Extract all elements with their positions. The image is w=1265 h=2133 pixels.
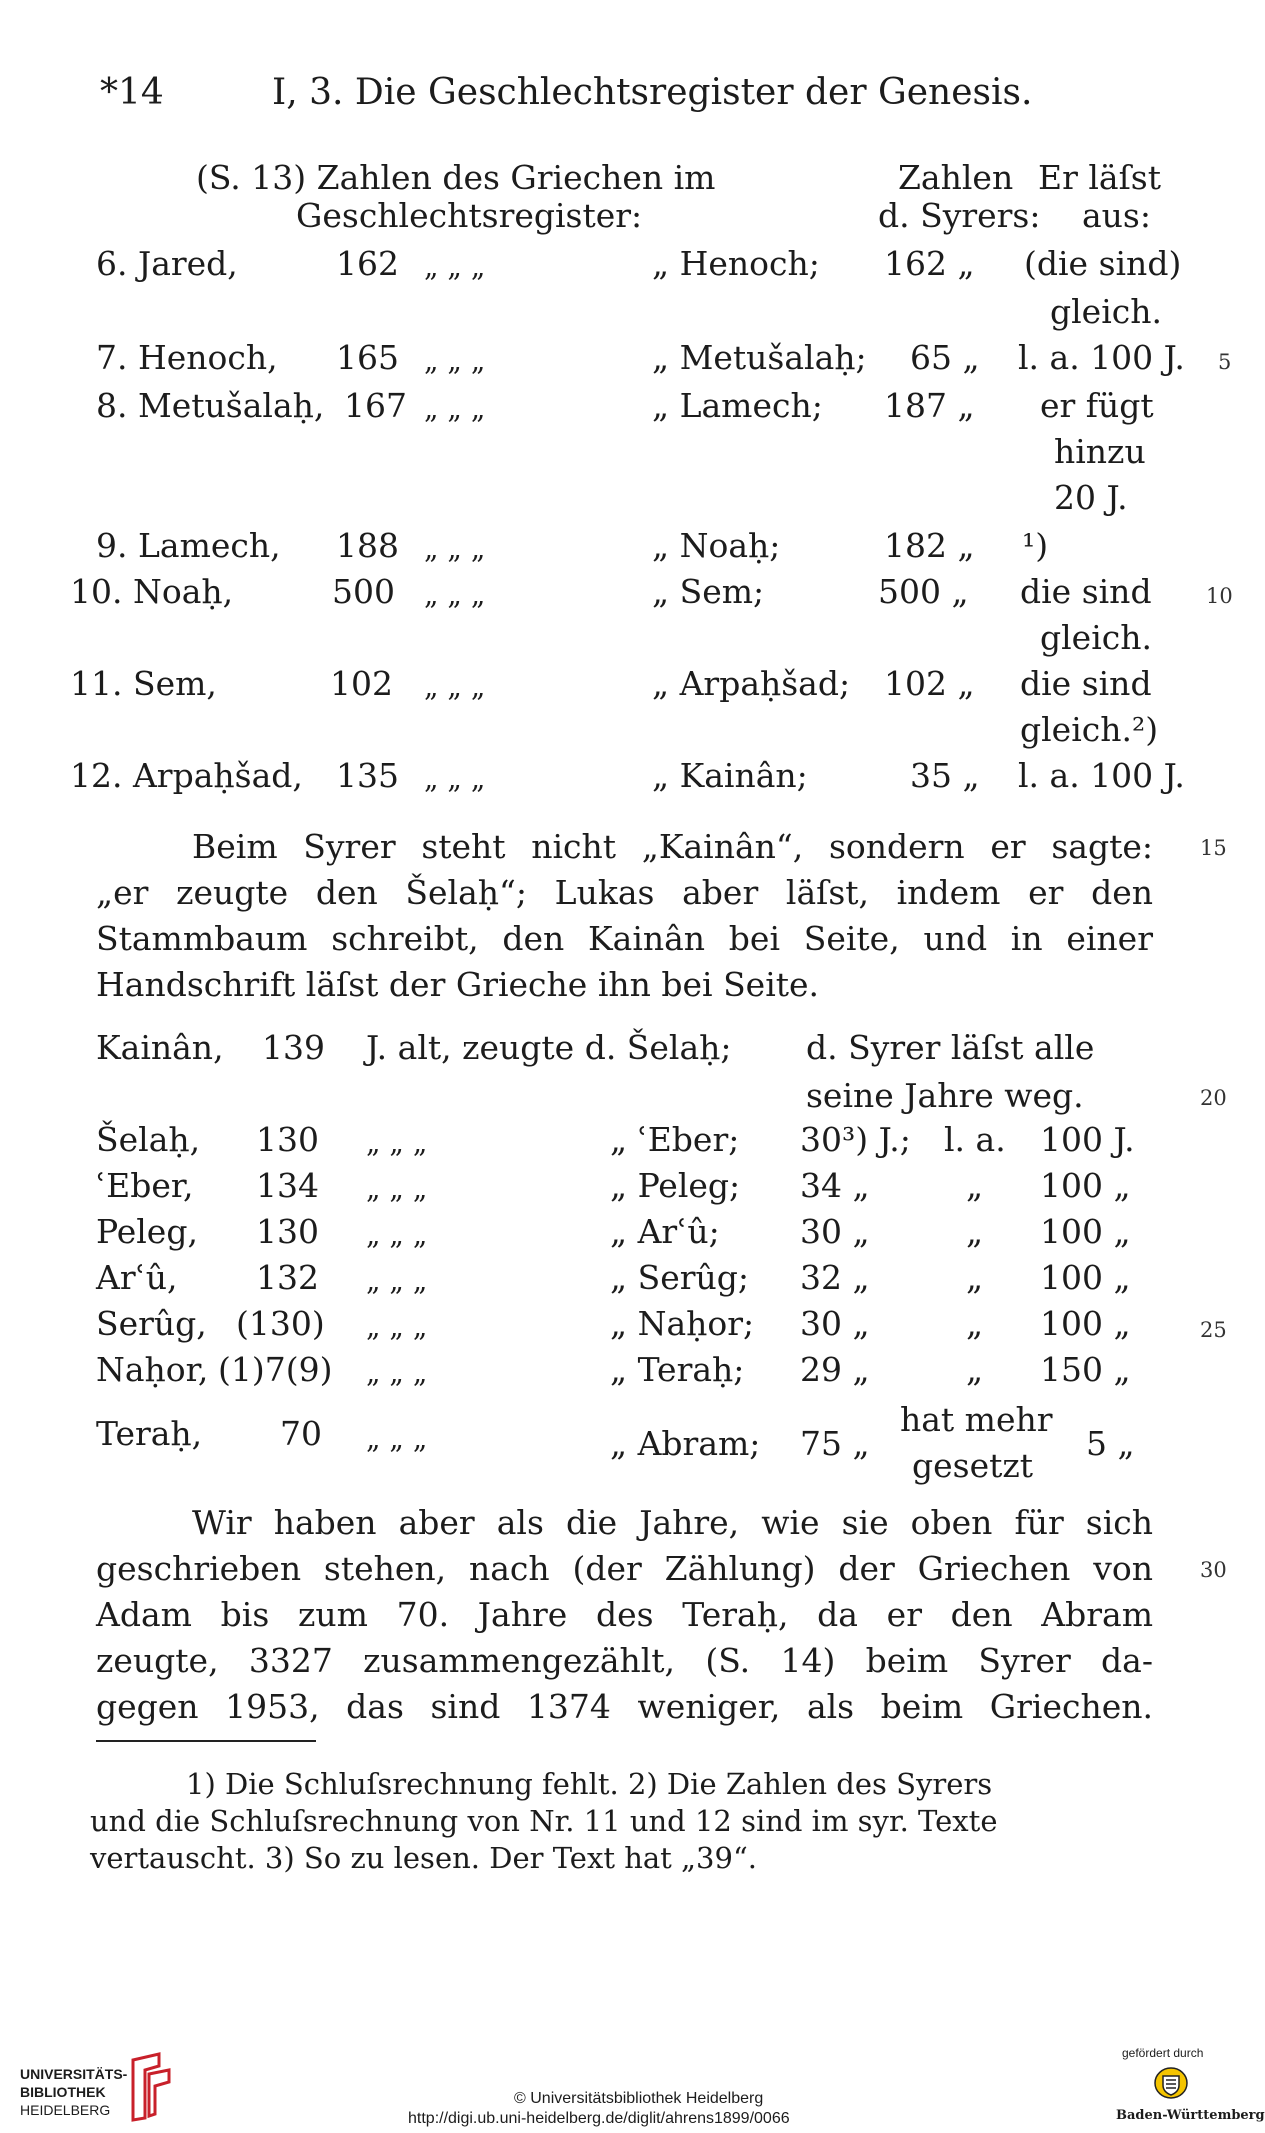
table1-head-mid2: d. Syrers: xyxy=(878,196,1041,235)
table1-head-mid: Zahlen xyxy=(898,158,1014,197)
t2-first-mid: J. alt, zeugte d. Šelaḥ; xyxy=(366,1028,732,1067)
t1-row11-ditto: „ „ „ xyxy=(424,670,486,703)
t2-row-son: „ ʿEber; xyxy=(610,1120,740,1159)
t2-first-right: d. Syrer läſst alle xyxy=(806,1028,1095,1067)
t1-row9-note: ¹) xyxy=(1022,526,1049,565)
t2-row-ditto: „ „ „ xyxy=(366,1356,428,1389)
t2-row-la: „ xyxy=(966,1350,984,1389)
paragraph-1 xyxy=(96,824,1153,1008)
t2-row-la: „ xyxy=(966,1304,984,1343)
t2-row-son: „ Teraḥ; xyxy=(610,1350,745,1389)
t2-row-ditto: „ „ „ xyxy=(366,1126,428,1159)
t2-row-syr: 32 „ xyxy=(800,1258,870,1297)
t1-row6-name: 6. Jared, xyxy=(96,244,238,283)
sponsor-label: gefördert durch xyxy=(1122,2046,1204,2060)
paragraph-1-line: „er zeugte den Šelaḥ“; Lukas aber läſst, indem er den xyxy=(96,873,1153,912)
t2-first-right2: seine Jahre weg. xyxy=(806,1076,1084,1115)
paragraph-2-line: gegen 1953, das sind 1374 weniger, als beim Griechen. xyxy=(96,1687,1153,1726)
t2-row-name: Serûg, xyxy=(96,1304,207,1343)
t1-row12-syr: 35 „ xyxy=(910,756,980,795)
footnote-line: 1) Die Schluſsrechnung fehlt. 2) Die Zahlen des Syrers xyxy=(186,1767,993,1801)
t1-row10-note2: gleich. xyxy=(1040,618,1152,657)
paragraph-2-line: Adam bis zum 70. Jahre des Teraḥ, da er den Abram xyxy=(96,1595,1153,1634)
line-number: 10 xyxy=(1206,584,1233,608)
t1-row7-syr: 65 „ xyxy=(910,338,980,377)
t2-row-num: 130 xyxy=(256,1120,319,1159)
t1-row9-name: 9. Lamech, xyxy=(96,526,281,565)
t1-row10-num: 500 xyxy=(332,572,395,611)
t2-row-la: „ xyxy=(966,1258,984,1297)
table1-head-left2: Geschlechtsregister: xyxy=(296,196,643,235)
t1-row11-syr: 102 „ xyxy=(884,664,975,703)
t2-row-la: „ xyxy=(966,1166,984,1205)
t1-row7-note: l. a. 100 J. xyxy=(1018,338,1185,377)
paragraph-2-line: Wir haben aber als die Jahre, wie sie oben für sich xyxy=(192,1503,1153,1542)
t2-row-name: Naḥor, xyxy=(96,1350,209,1389)
t2-row-num: (1)7(9) xyxy=(218,1350,333,1389)
t2-row-val: 100 „ xyxy=(1040,1166,1131,1205)
copyright-text: © Universitätsbibliothek Heidelberg xyxy=(514,2090,764,2107)
t1-row6-son: „ Henoch; xyxy=(652,244,820,283)
library-name-line1: UNIVERSITÄTS- xyxy=(20,2066,128,2082)
t1-row6-note: (die sind) xyxy=(1024,244,1182,283)
t1-row12-ditto: „ „ „ xyxy=(424,762,486,795)
library-logo-icon xyxy=(129,2052,173,2122)
sponsor-name: Baden-Württemberg xyxy=(1116,2108,1265,2123)
paragraph-1-line: Stammbaum schreibt, den Kainân bei Seite, und in einer xyxy=(96,919,1153,958)
line-number: 20 xyxy=(1200,1086,1227,1110)
t2-row-num: (130) xyxy=(236,1304,325,1343)
table1-head-right: Er läſst xyxy=(1038,158,1161,197)
t1-row12-num: 135 xyxy=(336,756,399,795)
t1-row8-note2: hinzu xyxy=(1054,432,1146,471)
t1-row6-num: 162 xyxy=(336,244,399,283)
footnotes xyxy=(90,1766,1153,1877)
table1-head-right2: aus: xyxy=(1082,196,1151,235)
t2-row-ditto: „ „ „ xyxy=(366,1310,428,1343)
running-title: I, 3. Die Geschlechtsregister der Genesis. xyxy=(272,72,1033,113)
t2-first-num: 139 xyxy=(262,1028,325,1067)
t1-row10-syr: 500 „ xyxy=(878,572,969,611)
t1-row6-note2: gleich. xyxy=(1050,292,1162,331)
t2-last-son: „ Abram; xyxy=(610,1424,761,1463)
t2-last-name: Teraḥ, xyxy=(96,1414,203,1453)
footnote-line: und die Schluſsrechnung von Nr. 11 und 12 sind im syr. Texte xyxy=(90,1804,998,1838)
t1-row8-syr: 187 „ xyxy=(884,386,975,425)
t1-row9-syr: 182 „ xyxy=(884,526,975,565)
t1-row10-ditto: „ „ „ xyxy=(424,578,486,611)
footnote-rule xyxy=(96,1740,316,1742)
t2-row-name: Šelaḥ, xyxy=(96,1120,201,1159)
t1-row11-num: 102 xyxy=(330,664,393,703)
t1-row9-num: 188 xyxy=(336,526,399,565)
t1-row8-note3: 20 J. xyxy=(1054,478,1128,517)
t1-row7-name: 7. Henoch, xyxy=(96,338,278,377)
t2-row-syr: 30 „ xyxy=(800,1212,870,1251)
t2-row-syr: 29 „ xyxy=(800,1350,870,1389)
t1-row11-note: die sind xyxy=(1020,664,1152,703)
t1-row6-ditto: „ „ „ xyxy=(424,250,486,283)
t1-row9-son: „ Noaḥ; xyxy=(652,526,781,565)
t2-row-val: 100 „ xyxy=(1040,1212,1131,1251)
t2-row-syr: 34 „ xyxy=(800,1166,870,1205)
t1-row10-name: 10. Noaḥ, xyxy=(70,572,234,611)
t1-row12-name: 12. Arpaḥšad, xyxy=(70,756,303,795)
t2-row-ditto: „ „ „ xyxy=(366,1172,428,1205)
t1-row12-note: l. a. 100 J. xyxy=(1018,756,1185,795)
t2-row-son: „ Peleg; xyxy=(610,1166,741,1205)
t1-row8-son: „ Lamech; xyxy=(652,386,823,425)
library-name-line3: HEIDELBERG xyxy=(20,2102,111,2118)
t2-row-ditto: „ „ „ xyxy=(366,1264,428,1297)
t1-row8-num: 167 xyxy=(344,386,407,425)
t2-row-num: 132 xyxy=(256,1258,319,1297)
t1-row11-son: „ Arpaḥšad; xyxy=(652,664,851,703)
t1-row11-name: 11. Sem, xyxy=(70,664,217,703)
t1-row12-son: „ Kainân; xyxy=(652,756,808,795)
line-number: 5 xyxy=(1218,350,1232,374)
t1-row8-note: er fügt xyxy=(1040,386,1154,425)
t2-row-la: „ xyxy=(966,1212,984,1251)
t2-row-ditto: „ „ „ xyxy=(366,1218,428,1251)
t2-row-syr: 30³) J.; xyxy=(800,1120,911,1159)
t2-row-syr: 30 „ xyxy=(800,1304,870,1343)
t2-row-num: 134 xyxy=(256,1166,319,1205)
t1-row7-ditto: „ „ „ xyxy=(424,344,486,377)
t1-row8-ditto: „ „ „ xyxy=(424,392,486,425)
t2-row-num: 130 xyxy=(256,1212,319,1251)
t2-last-val: 5 „ xyxy=(1086,1424,1135,1463)
line-number: 15 xyxy=(1200,836,1227,860)
paragraph-2 xyxy=(96,1500,1153,1730)
t2-last-num: 70 xyxy=(280,1414,322,1453)
t2-last-hat: hat mehr xyxy=(900,1400,1053,1439)
table1-head-left: (S. 13) Zahlen des Griechen im xyxy=(196,158,716,197)
t2-row-son: „ Serûg; xyxy=(610,1258,749,1297)
t1-row11-note2: gleich.²) xyxy=(1020,710,1159,749)
t2-row-name: ʿEber, xyxy=(96,1166,194,1205)
t1-row10-note: die sind xyxy=(1020,572,1152,611)
page-number: *14 xyxy=(100,72,164,113)
t2-row-val: 100 J. xyxy=(1040,1120,1135,1159)
t2-row-name: Peleg, xyxy=(96,1212,198,1251)
t1-row7-son: „ Metušalaḥ; xyxy=(652,338,867,377)
t1-row7-num: 165 xyxy=(336,338,399,377)
line-number: 30 xyxy=(1200,1558,1227,1582)
t2-row-val: 150 „ xyxy=(1040,1350,1131,1389)
t1-row10-son: „ Sem; xyxy=(652,572,765,611)
paragraph-1-line: Beim Syrer steht nicht „Kainân“, sondern er sagte: xyxy=(192,827,1153,866)
t2-row-val: 100 „ xyxy=(1040,1304,1131,1343)
t2-row-son: „ Arʿû; xyxy=(610,1212,720,1251)
paragraph-2-line: zeugte, 3327 zusammengezählt, (S. 14) beim Syrer da- xyxy=(96,1641,1153,1680)
t2-first-name: Kainân, xyxy=(96,1028,224,1067)
t2-last-gesetzt: gesetzt xyxy=(912,1446,1034,1485)
t1-row6-syr: 162 „ xyxy=(884,244,975,283)
t1-row8-name: 8. Metušalaḥ, xyxy=(96,386,325,425)
t2-last-ditto: „ „ „ xyxy=(366,1422,428,1455)
t2-row-name: Arʿû, xyxy=(96,1258,178,1297)
t2-row-val: 100 „ xyxy=(1040,1258,1131,1297)
state-crest-icon xyxy=(1154,2066,1188,2100)
t2-row-son: „ Naḥor; xyxy=(610,1304,755,1343)
t1-row9-ditto: „ „ „ xyxy=(424,532,486,565)
permalink-url[interactable]: http://digi.ub.uni-heidelberg.de/diglit/ahrens1899/0066 xyxy=(408,2110,790,2127)
paragraph-2-line: geschrieben stehen, nach (der Zählung) der Griechen von xyxy=(96,1549,1153,1588)
t2-last-syr: 75 „ xyxy=(800,1424,870,1463)
paragraph-1-line: Handschrift läſst der Grieche ihn bei Seite. xyxy=(96,965,820,1004)
line-number: 25 xyxy=(1200,1318,1227,1342)
library-name-line2: BIBLIOTHEK xyxy=(20,2084,106,2100)
t2-row-la: l. a. xyxy=(944,1120,1006,1159)
footnote-line: vertauscht. 3) So zu lesen. Der Text hat „39“. xyxy=(90,1841,757,1875)
